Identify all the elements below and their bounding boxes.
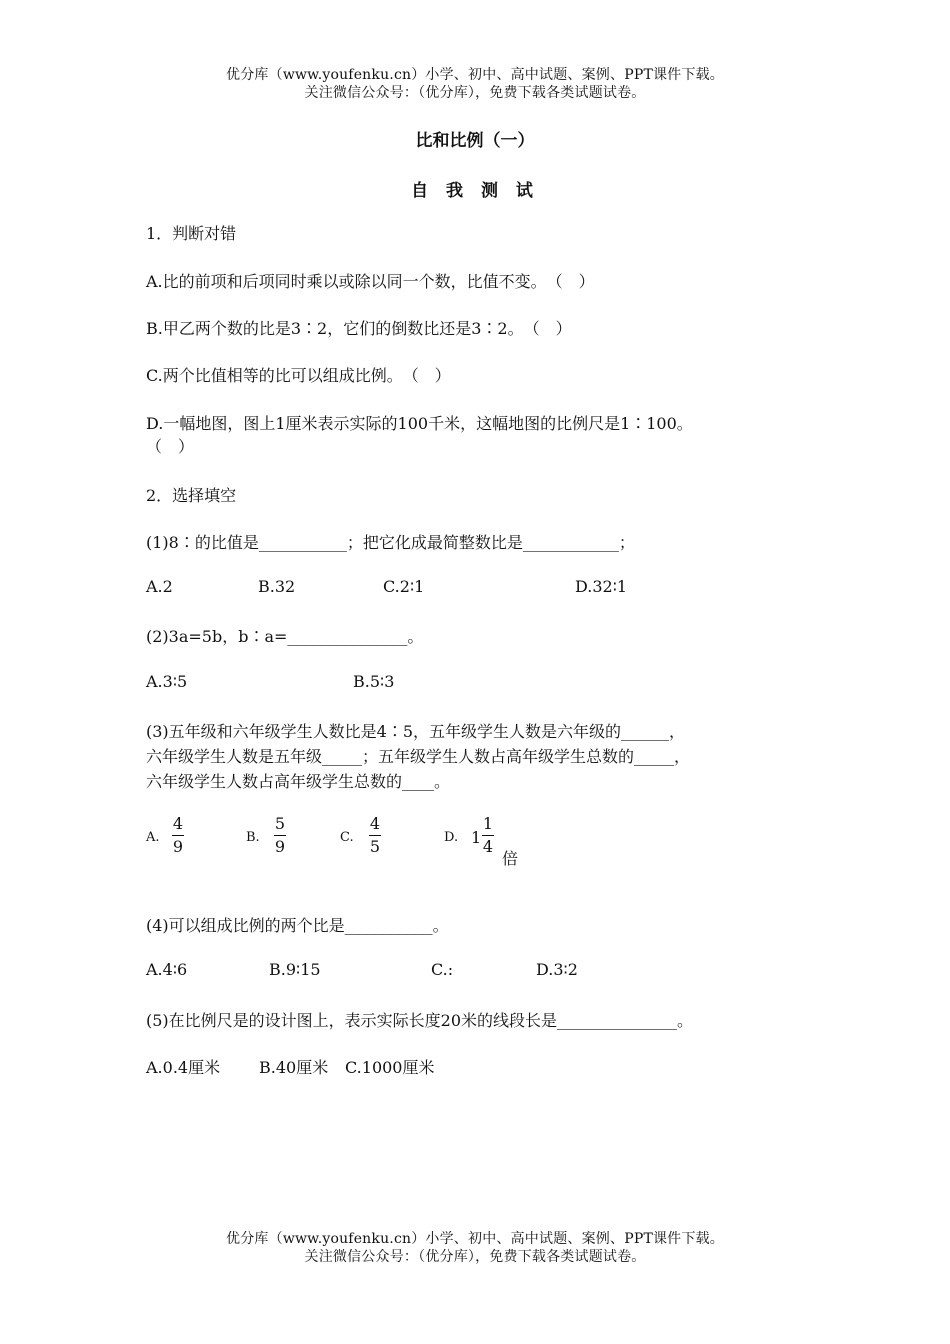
q3-option-b-label: B. (246, 830, 260, 845)
fraction-denominator: 5 (369, 837, 381, 856)
fraction-denominator: 9 (172, 837, 184, 856)
question-2-4: (4)可以组成比例的两个比是___________。 (146, 916, 449, 935)
q5-option-b: B.40厘米 (259, 1058, 329, 1077)
question-2-5: (5)在比例尺是的设计图上，表示实际长度20米的线段长是_______________。 (146, 1011, 694, 1030)
q1-option-b: B.32 (258, 577, 296, 596)
fraction-numerator: 1 (482, 814, 494, 833)
q3-option-d-suffix: 倍 (502, 849, 519, 868)
fraction-bar (274, 835, 286, 836)
question-1d-line2: （ ） (146, 437, 195, 456)
q5-option-a: A.0.4厘米 (146, 1058, 221, 1077)
q3-option-c-fraction (369, 815, 381, 856)
fraction-bar (482, 835, 494, 836)
q1-option-c: C.2∶1 (383, 577, 425, 596)
q2-option-a: A.3∶5 (146, 672, 188, 691)
fraction-numerator: 4 (172, 814, 184, 833)
q3-option-b-fraction (274, 815, 286, 856)
question-1a: A.比的前项和后项同时乘以或除以同一个数，比值不变。 （ ） (146, 272, 595, 291)
document-subtitle: 自 我 测 试 (411, 181, 539, 201)
q4-option-b: B.9∶15 (269, 960, 321, 979)
q3-option-d-label: D. (444, 830, 459, 845)
question-2-3-line3: 六年级学生人数占高年级学生总数的____。 (146, 772, 451, 791)
question-1c: C.两个比值相等的比可以组成比例。 （ ） (146, 366, 451, 385)
q4-option-c: C.: (431, 960, 454, 979)
question-1d-line1: D.一幅地图，图上1厘米表示实际的100千米，这幅地图的比例尺是1∶100。 (146, 414, 693, 433)
fraction-bar (369, 835, 381, 836)
question-2-3-line1: (3)五年级和六年级学生人数比是4∶5，五年级学生人数是六年级的______， (146, 722, 686, 741)
document-title: 比和比例（一） (415, 131, 535, 151)
question-1b: B.甲乙两个数的比是3∶2，它们的倒数比还是3∶2。 （ ） (146, 319, 572, 338)
question-2-3-line2: 六年级学生人数是五年级_____；五年级学生人数占高年级学生总数的_____， (146, 747, 691, 766)
page-footer (0, 1230, 950, 1266)
q3-option-d-fraction (482, 815, 494, 856)
q3-option-c-label: C. (340, 830, 354, 845)
question-2-1: (1)8∶的比值是___________；把它化成最简整数比是____________； (146, 533, 635, 552)
section1-heading: 1．判断对错 (146, 224, 237, 243)
q3-option-a-fraction (172, 815, 184, 856)
q1-option-d: D.32∶1 (575, 577, 628, 596)
q4-option-d: D.3∶2 (536, 960, 578, 979)
header-line-1: 优分库（www.youfenku.cn）小学、初中、高中试题、案例、PPT课件下载。 (226, 67, 724, 83)
q3-option-d-whole: 1 (471, 828, 482, 847)
q3-option-a-label: A. (146, 830, 160, 845)
fraction-denominator: 9 (274, 837, 286, 856)
q2-option-b: B.5∶3 (353, 672, 395, 691)
header-line-2: 关注微信公众号：（优分库），免费下载各类试题试卷。 (304, 85, 646, 101)
question-2-2: (2)3a=5b，b∶a=_______________。 (146, 627, 424, 646)
footer-line-1: 优分库（www.youfenku.cn）小学、初中、高中试题、案例、PPT课件下载。 (226, 1231, 724, 1247)
fraction-numerator: 5 (274, 814, 286, 833)
footer-line-2: 关注微信公众号：（优分库），免费下载各类试题试卷。 (304, 1249, 646, 1265)
q4-option-a: A.4∶6 (146, 960, 188, 979)
q5-option-c: C.1000厘米 (345, 1058, 435, 1077)
fraction-denominator: 4 (482, 837, 494, 856)
page-header (0, 66, 950, 102)
fraction-numerator: 4 (369, 814, 381, 833)
fraction-bar (172, 835, 184, 836)
q1-option-a: A.2 (146, 577, 173, 596)
section2-heading: 2．选择填空 (146, 486, 237, 505)
